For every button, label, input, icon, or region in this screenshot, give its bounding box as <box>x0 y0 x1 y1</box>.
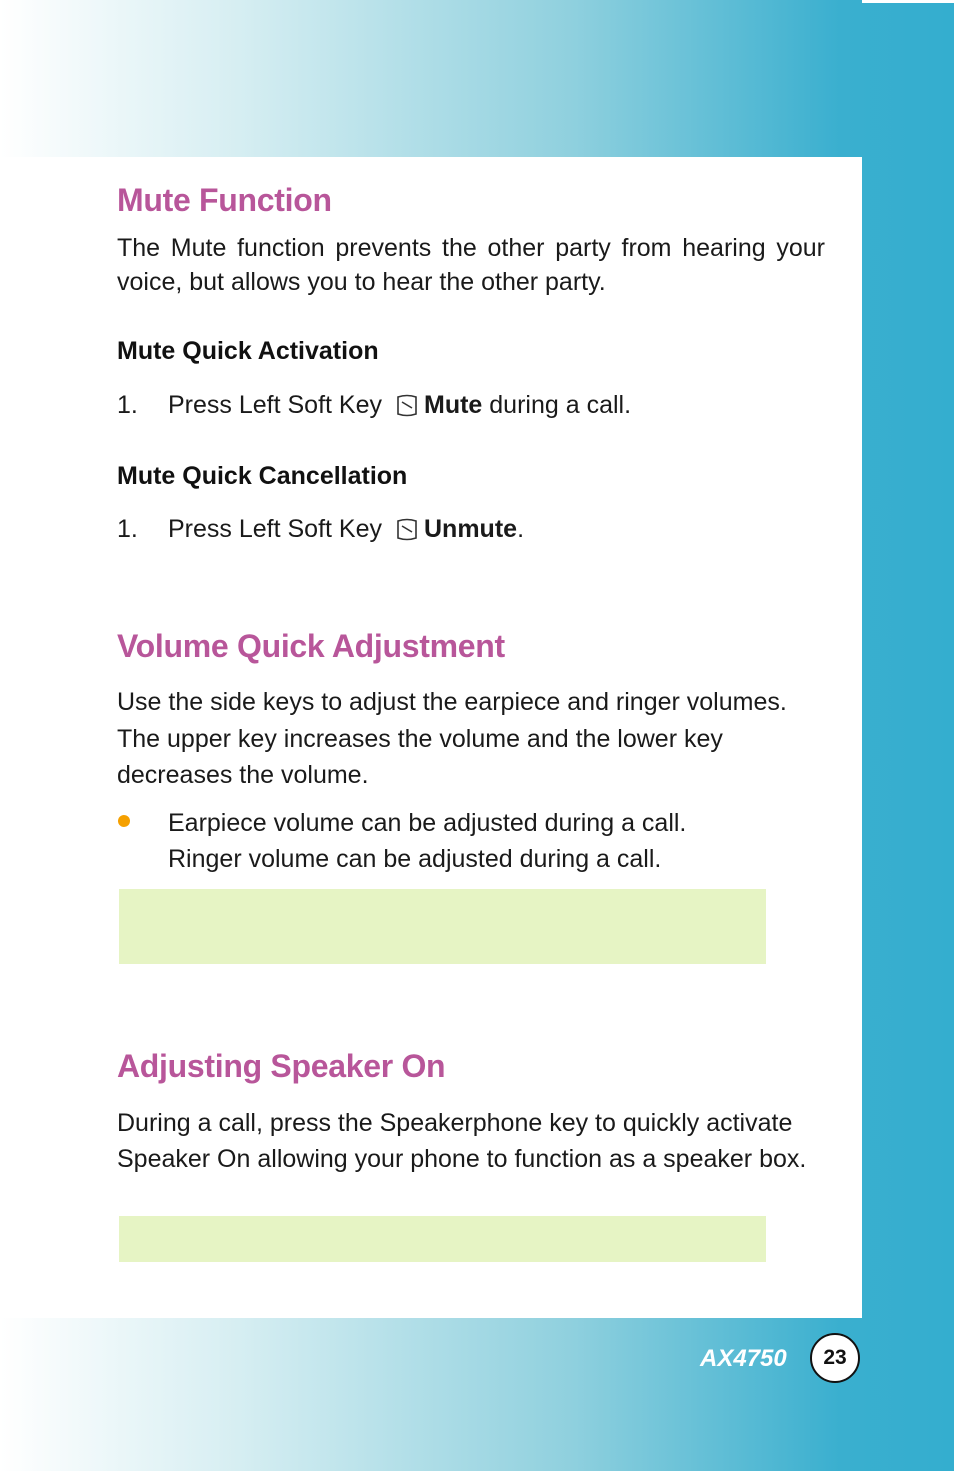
volume-bullet-line: Earpiece volume can be adjusted during a call. <box>168 809 687 837</box>
left-soft-key-icon <box>396 518 418 542</box>
volume-bullet-line: Ringer volume can be adjusted during a call. <box>168 845 662 873</box>
unmute-key-label: Unmute <box>424 515 518 543</box>
speaker-text-line: During a call, press the Speakerphone key to quickly activate <box>117 1109 793 1137</box>
volume-heading: Volume Quick Adjustment <box>117 628 505 664</box>
mute-function-heading: Mute Function <box>117 182 332 218</box>
mute-cancellation-step <box>117 515 524 544</box>
volume-note-box <box>119 889 766 964</box>
mute-cancellation-heading: Mute Quick Cancellation <box>117 462 408 490</box>
page-number: 23 <box>823 1346 847 1369</box>
speaker-heading: Adjusting Speaker On <box>117 1048 446 1084</box>
mute-key-label: Mute <box>424 391 483 419</box>
mute-activation-step <box>117 391 631 420</box>
top-corner-line <box>862 0 954 3</box>
page-number-badge <box>810 1333 860 1383</box>
step-suffix: . <box>517 515 525 543</box>
model-name: AX4750 <box>700 1345 787 1372</box>
step-number: 1. <box>117 391 138 419</box>
bullet-icon <box>118 815 130 827</box>
left-soft-key-icon <box>396 394 418 418</box>
step-text: Press Left Soft Key <box>168 515 382 543</box>
speaker-text-line: Speaker On allowing your phone to function as a speaker box. <box>117 1145 807 1173</box>
mute-function-description: The Mute function prevents the other party from hearing your voice, but allows you to hear the other party. <box>117 234 825 296</box>
speaker-note-box <box>119 1216 766 1262</box>
volume-text-line: Use the side keys to adjust the earpiece and ringer volumes. <box>117 688 787 716</box>
step-number: 1. <box>117 515 138 543</box>
volume-text-line: decreases the volume. <box>117 761 369 789</box>
step-suffix: during a call. <box>482 391 632 419</box>
mute-activation-heading: Mute Quick Activation <box>117 337 379 365</box>
volume-text-line: The upper key increases the volume and the lower key <box>117 725 723 753</box>
step-text: Press Left Soft Key <box>168 391 382 419</box>
